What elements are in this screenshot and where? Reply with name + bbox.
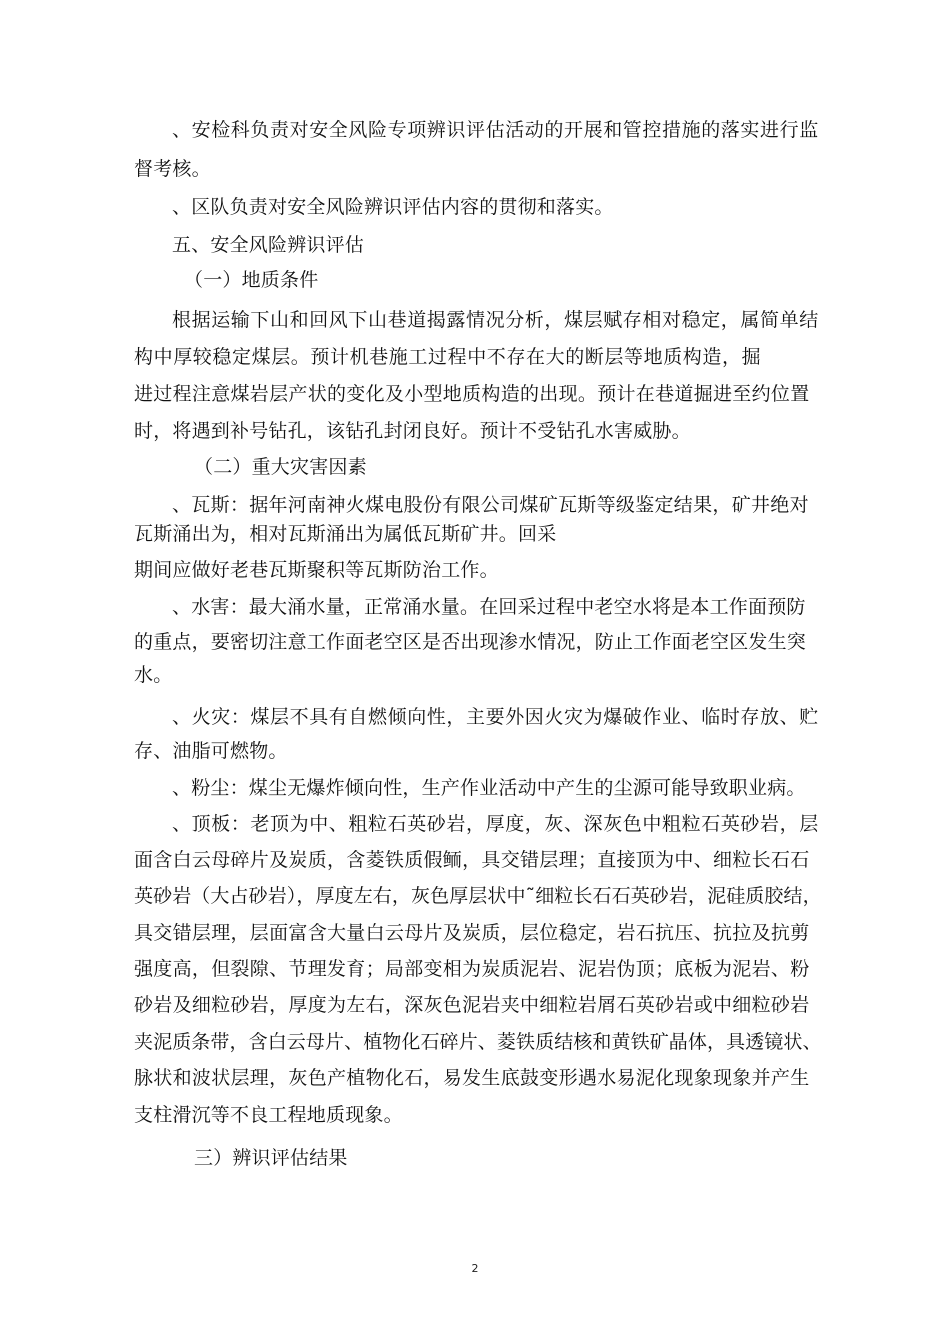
paragraph-line: 督考核。 [134, 158, 211, 180]
paragraph-line: 支柱滑沉等不良工程地质现象。 [134, 1104, 403, 1126]
paragraph-line: 、粉尘：煤尘无爆炸倾向性，生产作业活动中产生的尘源可能导致职业病。 [172, 777, 806, 799]
paragraph-line: 根据运输下山和回风下山巷道揭露情况分析，煤层赋存相对稳定，属简单结 [172, 309, 819, 331]
paragraph-line: 、瓦斯：据年河南神火煤电股份有限公司煤矿瓦斯等级鉴定结果，矿井绝对 [172, 494, 809, 516]
paragraph-line: 水。 [134, 664, 173, 686]
paragraph-line: 夹泥质条带，含白云母片、植物化石碎片、菱铁质结核和黄铁矿晶体，具透镜状、 [134, 1031, 822, 1053]
section-heading: 五、安全风险辨识评估 [172, 234, 365, 256]
paragraph-line: 强度高，但裂隙、节理发育；局部变相为炭质泥岩、泥岩伪顶；底板为泥岩、粉 [134, 958, 810, 980]
paragraph-line: 存、油脂可燃物。 [134, 740, 288, 762]
subsection-heading: （一）地质条件 [184, 269, 319, 291]
subsection-heading: （二）重大灾害因素 [194, 456, 367, 478]
subsection-heading: 三）辨识评估结果 [194, 1147, 348, 1169]
paragraph-line: 、水害：最大涌水量，正常涌水量。在回采过程中老空水将是本工作面预防 [172, 596, 806, 618]
paragraph-line: 砂岩及细粒砂岩，厚度为左右，深灰色泥岩夹中细粒岩屑石英砂岩或中细粒砂岩 [134, 994, 810, 1016]
paragraph-line: 面含白云母碎片及炭质，含菱铁质假鲕，具交错层理；直接顶为中、细粒长石石 [134, 849, 810, 871]
paragraph-line: 英砂岩（大占砂岩），厚度左右，灰色厚层状中˜细粒长石石英砂岩，泥硅质胶结， [134, 885, 822, 907]
paragraph-line: 时，将遇到补号钻孔，该钻孔封闭良好。预计不受钻孔水害威胁。 [134, 420, 691, 442]
paragraph-line: 、火灾：煤层不具有自燃倾向性，主要外因火灾为爆破作业、临时存放、贮 [172, 706, 819, 728]
paragraph-line: 脉状和波状层理，灰色产植物化石，易发生底鼓变形遇水易泥化现象现象并产生 [134, 1067, 810, 1089]
paragraph-line: 期间应做好老巷瓦斯聚积等瓦斯防治工作。 [134, 559, 499, 581]
paragraph-line: 、区队负责对安全风险辨识评估内容的贯彻和落实。 [172, 196, 614, 218]
page-number: 2 [471, 1262, 479, 1275]
paragraph-line: 具交错层理，层面富含大量白云母片及炭质，层位稳定，岩石抗压、抗拉及抗剪 [134, 922, 810, 944]
paragraph-line: 进过程注意煤岩层产状的变化及小型地质构造的出现。预计在巷道掘进至约位置 [134, 383, 810, 405]
paragraph-line: 的重点，要密切注意工作面老空区是否出现渗水情况，防止工作面老空区发生突 [134, 631, 807, 653]
paragraph-line: 、安检科负责对安全风险专项辨识评估活动的开展和管控措施的落实进行监 [172, 119, 819, 141]
paragraph-line: 构中厚较稳定煤层。预计机巷施工过程中不存在大的断层等地质构造，掘 [134, 346, 762, 368]
paragraph-line: 瓦斯涌出为，相对瓦斯涌出为属低瓦斯矿井。回采 [134, 523, 557, 545]
paragraph-line: 、顶板：老顶为中、粗粒石英砂岩，厚度，灰、深灰色中粗粒石英砂岩，层 [172, 813, 819, 835]
